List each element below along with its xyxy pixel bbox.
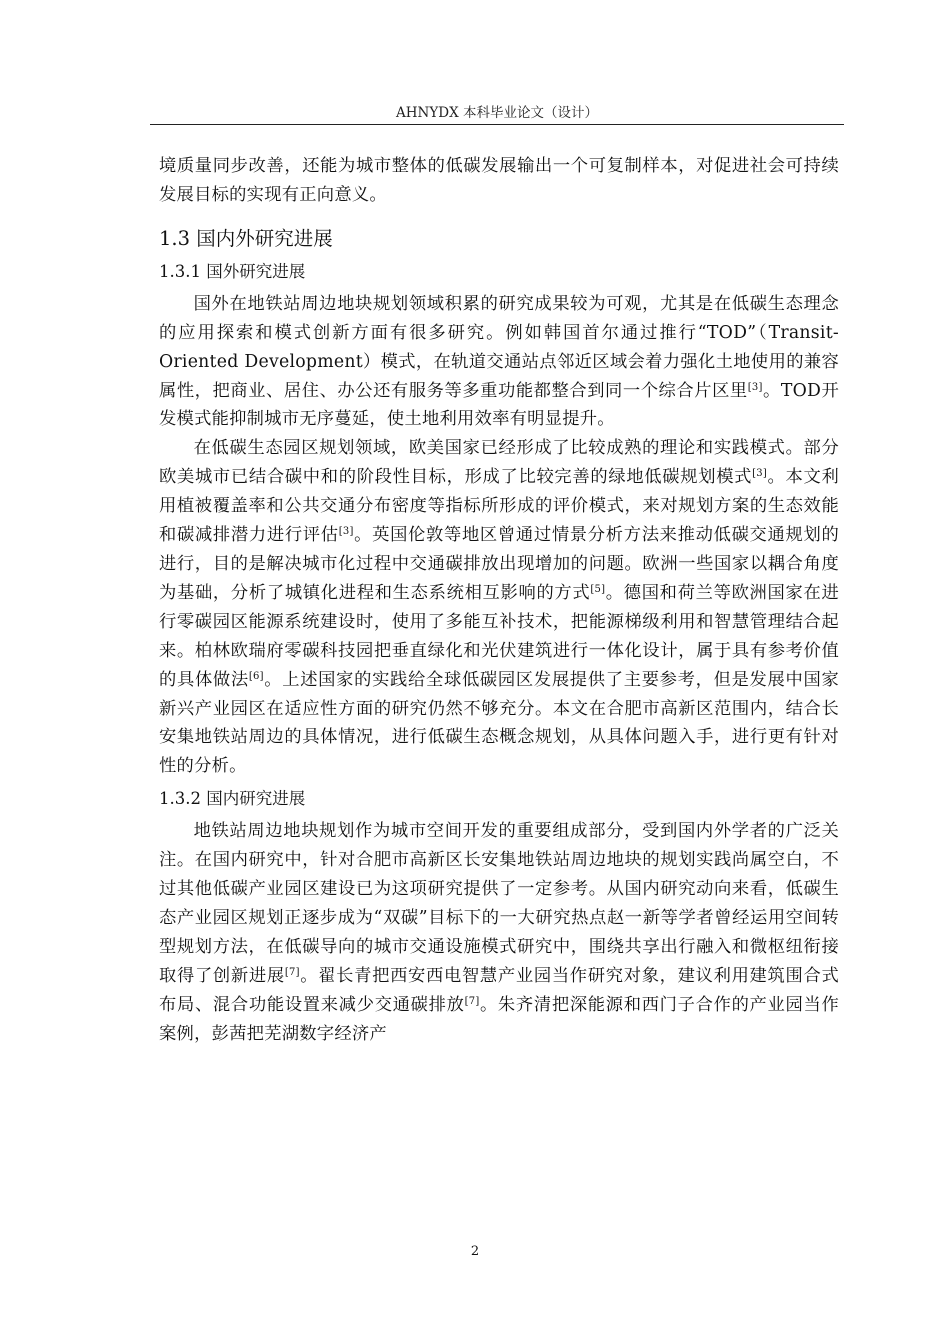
text-run: 国外在地铁站周边地块规划领域积累的研究成果较为可观，尤其是在低碳生态理念的应用探索和模式创新方面有很多研究。例如韩国首尔通过推行“TOD”（Transit-Oriented Development）模式，在轨道交通站点邻近区域会着力强化土地使用的兼容属性，把商业、居住、办公还有服务等多重功能都整合到同一个综合片区里 bbox=[159, 293, 839, 401]
subsection-heading-1-3-1: 1.3.1 国外研究进展 bbox=[159, 261, 306, 281]
citation: [7] bbox=[464, 995, 480, 1007]
citation: [3] bbox=[752, 468, 768, 480]
text-run: 。上述国家的实践给全球低碳园区发展提供了主要参考，但是发展中国家新兴产业园区在适应性方面的研究仍然不够充分。本文在合肥市高新区范围内，结合长安集地铁站周边的具体情况，进行低碳生态概念规划，从具体问题入手，进行更有针对性的分析。 bbox=[159, 669, 839, 777]
section-heading-1-3: 1.3 国内外研究进展 bbox=[159, 226, 333, 250]
citation: [3] bbox=[747, 381, 763, 393]
text-run: 。翟长青把西安西电智慧产业园当作研究对象，建议利用建筑围合式布局、混合功能设置来减少交通碳排放 bbox=[159, 965, 839, 1015]
text-run: 。朱齐清把深能源和西门子合作的产业园当作案例，彭茜把芜湖数字经济产 bbox=[159, 994, 839, 1044]
citation: [5] bbox=[590, 583, 606, 595]
citation: [7] bbox=[284, 966, 300, 978]
text-run: 。德国和荷兰等欧洲国家在进行零碳园区能源系统建设时，使用了多能互补技术，把能源梯级利用和智慧管理结合起来。柏林欧瑞府零碳科技园把垂直绿化和光伏建筑进行一体化设计，属于具有参考价值的具体做法 bbox=[159, 582, 839, 690]
page-number: 2 bbox=[470, 1244, 480, 1259]
paragraph-foreign-2 bbox=[159, 434, 839, 781]
citation: [6] bbox=[248, 670, 264, 682]
text-run: 地铁站周边地块规划作为城市空间开发的重要组成部分，受到国内外学者的广泛关注。在国内研究中，针对合肥市高新区长安集地铁站周边地块的规划实践尚属空白，不过其他低碳产业园区建设已为这项研究提供了一定参考。从国内研究动向来看，低碳生态产业园区规划正逐步成为“双碳”目标下的一大研究热点赵一新等学者曾经运用空间转型规划方法，在低碳导向的城市交通设施模式研究中，围绕共享出行融入和微枢纽衔接取得了创新进展 bbox=[159, 821, 839, 986]
citation: [3] bbox=[338, 526, 354, 538]
text-run: 在低碳生态园区规划领域，欧美国家已经形成了比较成熟的理论和实践模式。部分欧美城市已结合碳中和的阶段性目标，形成了比较完善的绿地低碳规划模式 bbox=[159, 438, 839, 488]
paragraph-domestic-1 bbox=[159, 817, 839, 1048]
running-header: AHNYDX 本科毕业论文（设计） bbox=[396, 105, 598, 121]
text-run: 。英国伦敦等地区曾通过情景分析方法来推动低碳交通规划的进行，目的是解决城市化过程中交通碳排放出现增加的问题。欧洲一些国家以耦合角度为基础，分析了城镇化进程和生态系统相互影响的方式 bbox=[159, 525, 839, 603]
paragraph-foreign-1 bbox=[159, 290, 839, 435]
page-body bbox=[159, 152, 839, 1048]
subsection-heading-1-3-2: 1.3.2 国内研究进展 bbox=[159, 789, 306, 809]
continued-paragraph: 境质量同步改善，还能为城市整体的低碳发展输出一个可复制样本，对促进社会可持续发展目标的实现有正向意义。 bbox=[159, 156, 839, 205]
text-run: 。TOD开发模式能抑制城市无序蔓延，使土地利用效率有明显提升。 bbox=[159, 380, 839, 430]
header-rule bbox=[150, 124, 844, 125]
text-run: 。本文利用植被覆盖率和公共交通分布密度等指标所形成的评价模式，来对规划方案的生态效能和碳减排潜力进行评估 bbox=[159, 467, 839, 546]
